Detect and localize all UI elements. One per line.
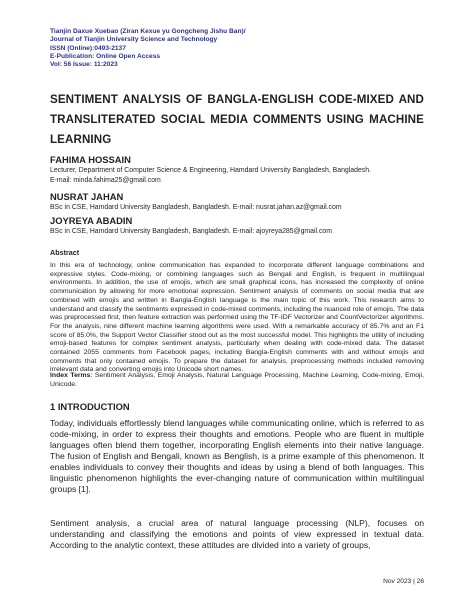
journal-publication-type: E-Publication: Online Open Access <box>50 52 161 60</box>
author-affiliation-line: Lecturer, Department of Computer Science & Engineering, Hamdard University Bangladesh, Bangladesh. <box>50 167 371 174</box>
author-email: E-mail: minda.fahima25@gmail.com <box>50 176 161 184</box>
journal-name-line: Tianjin Daxue Xuebao (Ziran Kexue yu Gongcheng Jishu Ban)/ <box>50 28 246 35</box>
author-affiliation: BSc in CSE, Hamdard University Bangladesh, Bangladesh. E-mail: nusrat.jahan.az@gmail.com <box>50 204 342 211</box>
author-affiliation: BSc in CSE, Hamdard University Bangladesh, Bangladesh. E-mail: ajoyreya285@gmail.com <box>50 228 332 235</box>
journal-volume-issue: Vol: 56 Issue: 11:2023 <box>50 61 118 69</box>
body-paragraph: Sentiment analysis, a crucial area of natural language processing (NLP), focuses on understanding and classifying the emotions and points of view expressed in textual data. According to the analytic context, these attitudes are divided into a variety of groups, <box>50 518 424 550</box>
author-name: NUSRAT JAHAN <box>50 191 124 202</box>
author-affiliation <box>50 166 430 185</box>
author-name: FAHIMA HOSSAIN <box>50 154 131 165</box>
index-terms <box>50 372 424 389</box>
page-footer: Nov 2023 | 26 <box>383 578 424 585</box>
journal-english-name: Journal of Tianjin University Science and Technology <box>50 36 218 44</box>
index-terms-text: : Sentiment Analysis, Emoji Analysis, Natural Language Processing, Machine Learning, Code-mixing, Emoji, Unicode. <box>50 372 425 388</box>
abstract-heading: Abstract <box>50 248 80 257</box>
body-paragraph: Today, individuals effortlessly blend languages while communicating online, which is referred to as code-mixing, in order to express their thoughts and emotions. People who are fluent in multiple languages often blend them together, incorporating English elements into their native language. The fusion of English and Bengali, known as Benglish, is a prime example of this phenomenon. It enables individuals to convey their thoughts and ideas by using a blend of both languages. This linguistic phenomenon highlights the ever-changing nature of communication within multilingual groups [1]. <box>50 418 424 494</box>
author-name: JOYREYA ABADIN <box>50 215 133 226</box>
index-terms-label: Index Terms <box>50 372 91 379</box>
journal-issn: ISSN (Online):0493-2137 <box>50 44 126 52</box>
journal-header <box>50 28 430 69</box>
abstract-text: In this era of technology, online communication has expanded to incorporate different language combinations and expressive styles. Code-mixing, or combining languages such as Bengali and English, is frequent in multilingual environments. In addition, the use of emojis, which are small graphical icons, has increased the complexity of online communication by allowing for more emotional expression. Sentiment analysis of comments on social media that are combined with emojis and written in Bangla-English language is the main topic of this work. This research aims to understand and classify the sentiments expressed in code-mixed comments, including the nuanced role of emojis. The data was preprocessed first, then feature extraction was performed using the TF-IDF Vectorizer and CountVectorizer algorithms. For the analysis, nine different machine learning algorithms were used. With a remarkable accuracy of 85.7% and an F1 score of 85.0%, the Support Vector Classifier stood out as the most successful model. This highlights the utility of including emoji-based features for complex sentiment analysis, particularly when dealing with code-mixed data. The dataset contained 2055 comments from Facebook pages, including Bangla-English comments with and without emojis and comments that only contained emojis. To prepare the dataset for analysis, preprocessing methods included removing irrelevant data and converting emojis into Unicode short names. <box>50 262 424 374</box>
paper-title: SENTIMENT ANALYSIS OF BANGLA-ENGLISH CODE-MIXED AND TRANSLITERATED SOCIAL MEDIA COMMENTS USING MACHINE LEARNING <box>50 93 424 146</box>
section-heading: 1 INTRODUCTION <box>50 401 130 412</box>
